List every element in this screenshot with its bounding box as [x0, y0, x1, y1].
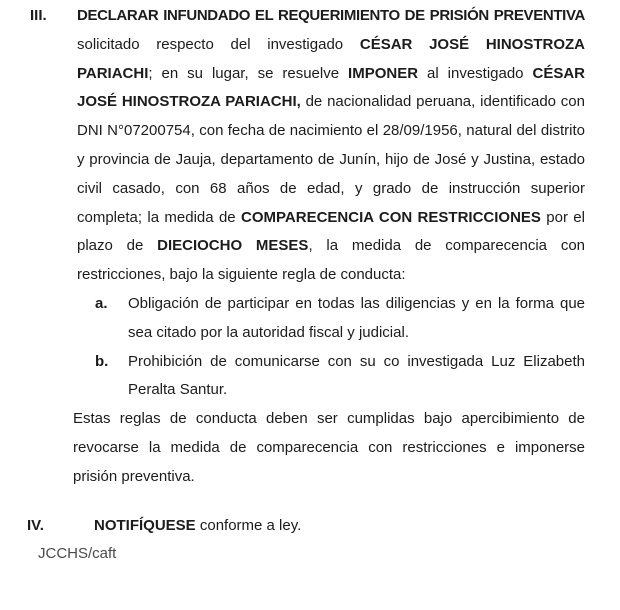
- item-paragraph-iii: [73, 2, 585, 492]
- conduct-rule-a: [95, 290, 585, 348]
- item-paragraph-iv: [94, 512, 620, 541]
- conduct-rule-b: [95, 348, 585, 406]
- sub-item-marker-a: a.: [95, 294, 108, 312]
- sub-item-marker-b: b.: [95, 352, 109, 370]
- sub-item-text-a: Obligación de participar en todas las diligencias y en la forma que sea citado por la autoridad fiscal y judicial.: [128, 294, 585, 341]
- sub-item-text-b: Prohibición de comunicarse con su co investigada Luz Elizabeth Peralta Santur.: [128, 352, 585, 399]
- resolution-item-iv: [0, 512, 620, 541]
- item-iii-body-text: solicitado respecto del investigado CÉSAR JOSÉ HINOSTROZA PARIACHI; en su lugar, se resuelve IMPONER al investigado CÉSAR JOSÉ HINOSTROZA PARIACHI, de nacionalidad peruana, identificado con DNI N°07200754, con fecha de nacimiento el 28/09/1956, natural del distrito y provincia de Jauja, departamento de Junín, hijo de José y Justina, estado civil casado, con 68 años de edad, y grado de instrucción superior completa; la medida de COMPARECENCIA CON RESTRICCIONES por el plazo de DIECIOCHO MESES, la medida de comparecencia con restricciones, bajo la siguiente regla de conducta:: [77, 35, 585, 284]
- clerk-initials: JCCHS/caft: [38, 545, 117, 563]
- item-number-iii: III.: [30, 7, 47, 24]
- resolution-item-iii: [0, 2, 620, 492]
- item-number-iv: IV.: [27, 516, 44, 534]
- closing-warning-paragraph: Estas reglas de conducta deben ser cumplidas bajo apercibimiento de revocarse la medida de comparecencia con restricciones e imponerse prisión preventiva.: [73, 410, 585, 485]
- item-iv-body-text: NOTIFÍQUESE conforme a ley.: [94, 516, 302, 534]
- resolution-directive-heading: DECLARAR INFUNDADO EL REQUERIMIENTO DE PRISIÓN PREVENTIVA: [77, 7, 585, 24]
